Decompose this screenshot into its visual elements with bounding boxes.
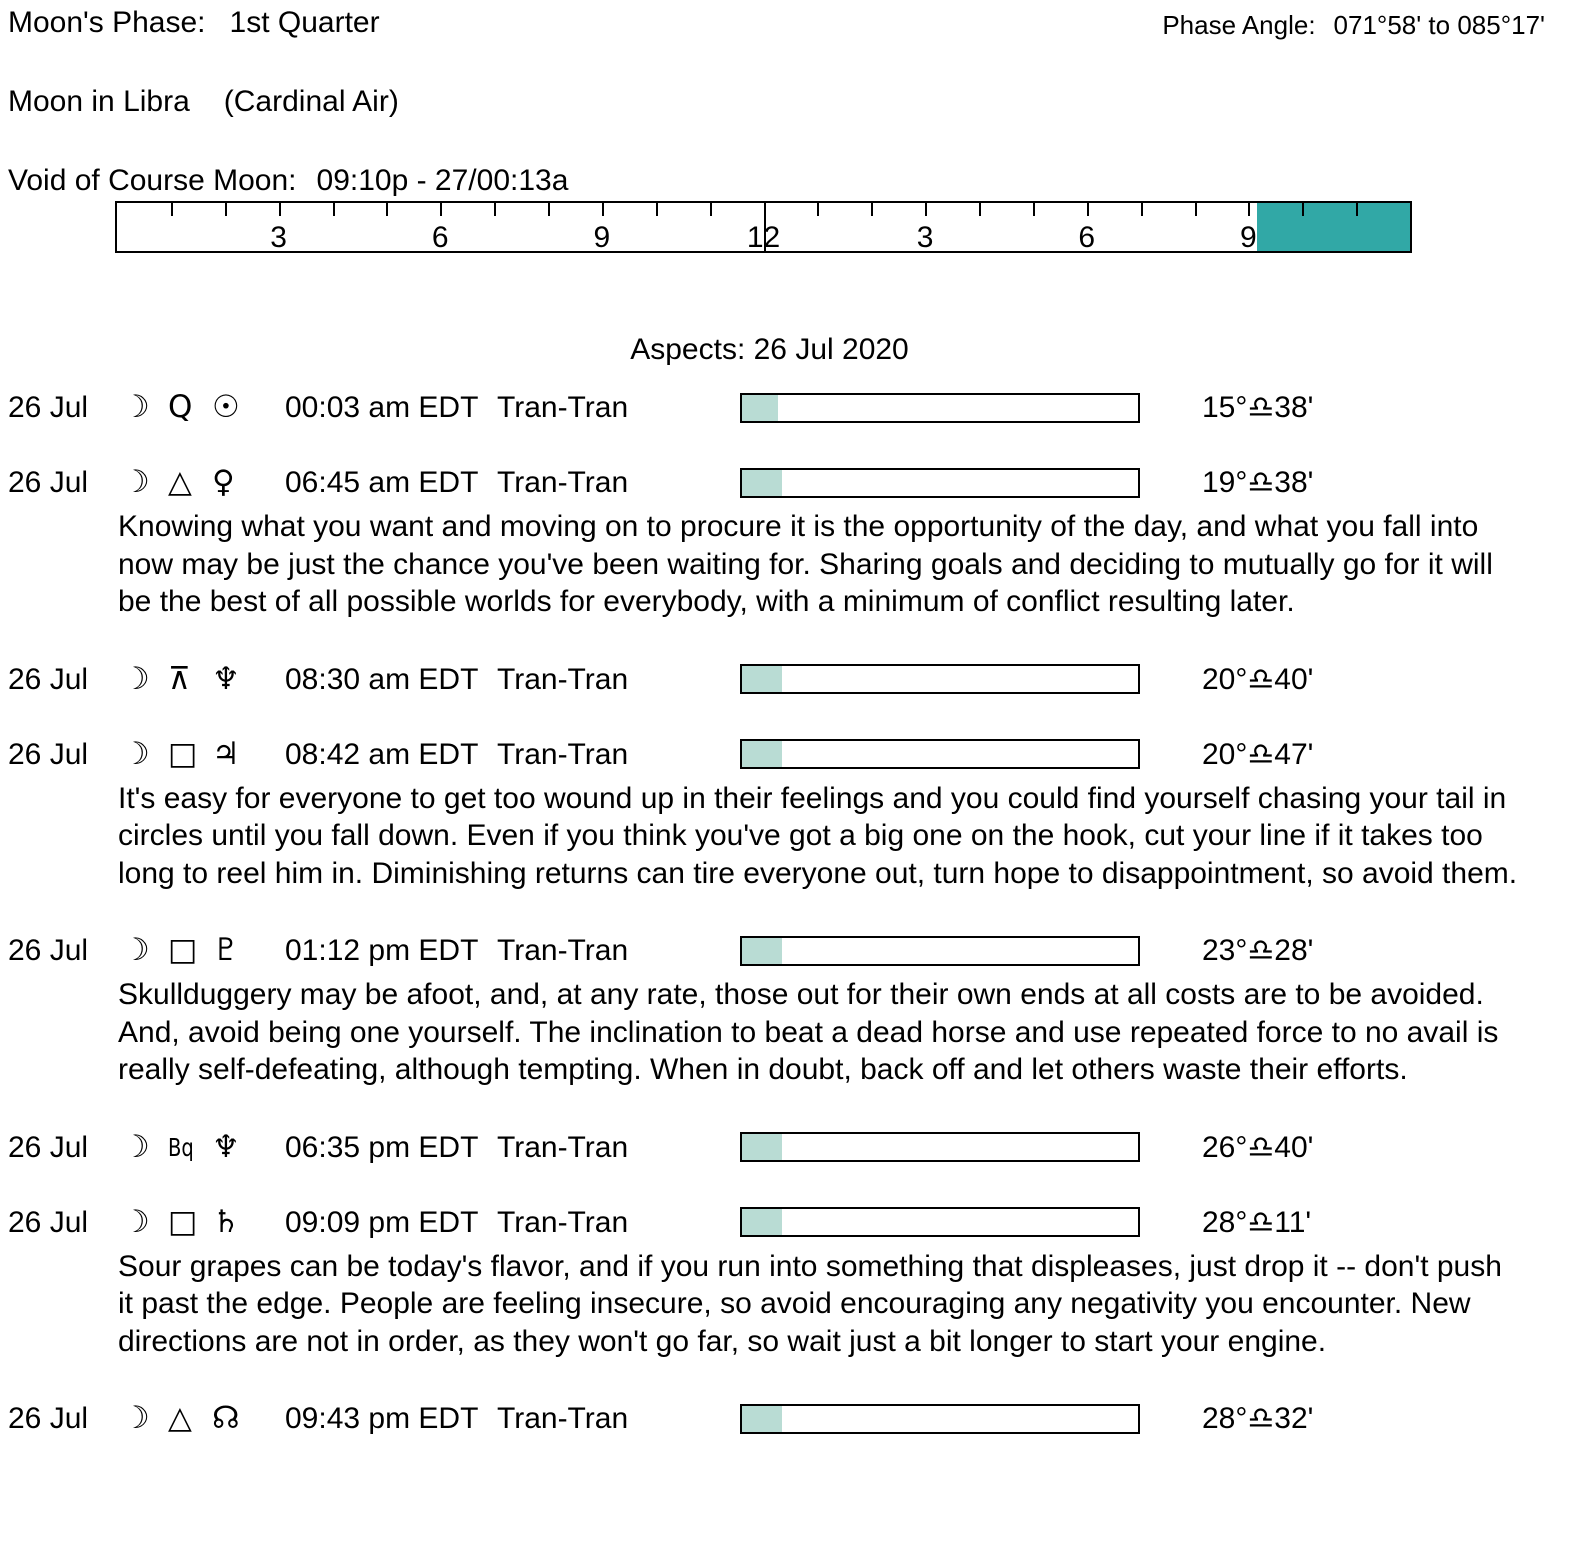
sun-icon: ☉ — [212, 389, 240, 425]
hour-tick — [440, 203, 442, 216]
aspect-icon-biquintile: Bq — [168, 1132, 194, 1162]
hour-tick — [494, 203, 496, 216]
moon-icon: ☽ — [122, 389, 150, 425]
aspects-title: Aspects: 26 Jul 2020 — [630, 333, 909, 366]
moon-icon: ☽ — [122, 1128, 150, 1165]
aspect-progress-fill — [742, 470, 782, 496]
aspect-row — [8, 466, 1585, 499]
void-of-course-value: 09:10p - 27/00:13a — [316, 164, 569, 197]
void-of-course-region — [1257, 203, 1410, 251]
venus-icon: ♀ — [212, 464, 235, 500]
aspect-icon-square: □ — [168, 932, 198, 968]
moon-icon: ☽ — [122, 464, 150, 500]
hour-tick — [1302, 203, 1304, 216]
aspect-description: It's easy for everyone to get too wound up in their feelings and you could find yourself chasing your tail in circles until you fall down. Even if you think you've got a big one on the hook, cut your line if it takes too long to reel him in. Diminishing returns can tire everyone out, turn hope to disappointment, so avoid them. — [118, 781, 1518, 890]
north-node-icon: ☊ — [212, 1400, 240, 1436]
aspect-position: 20°♎40' — [1202, 662, 1314, 696]
moon-icon: ☽ — [122, 932, 150, 968]
aspect-glyph-group — [122, 1402, 285, 1435]
moon-sign-quality: (Cardinal Air) — [223, 85, 399, 118]
moon-sign-value: Moon in Libra — [8, 85, 190, 118]
void-of-course-line — [8, 164, 1585, 198]
hour-tick — [1356, 203, 1358, 216]
aspect-glyph-group — [122, 466, 285, 499]
aspect-time: 09:09 pm EDT — [285, 1205, 479, 1239]
phase-angle-value: 071°58' to 085°17' — [1333, 10, 1545, 40]
aspect-date: 26 Jul — [8, 1130, 89, 1164]
aspect-progress-fill — [742, 1406, 782, 1432]
aspect-time: 00:03 am EDT — [285, 391, 479, 424]
aspect-row — [8, 1203, 1585, 1240]
aspect-type: Tran-Tran — [497, 391, 629, 424]
aspect-progress-bar — [740, 393, 1140, 423]
aspect-position: 28°♎32' — [1202, 1402, 1314, 1435]
aspect-type: Tran-Tran — [497, 1402, 629, 1435]
aspect-position: 20°♎47' — [1202, 737, 1314, 771]
aspect-block — [8, 1402, 1585, 1435]
aspect-row — [8, 1402, 1585, 1435]
aspect-progress-bar — [740, 468, 1140, 498]
aspect-glyph-group — [122, 1203, 285, 1240]
hour-label: 9 — [1240, 221, 1257, 254]
hour-tick — [1033, 203, 1035, 216]
aspect-type: Tran-Tran — [497, 662, 629, 696]
aspect-position: 19°♎38' — [1202, 466, 1314, 499]
aspect-type: Tran-Tran — [497, 466, 629, 499]
aspect-block — [8, 660, 1585, 697]
aspect-description: Knowing what you want and moving on to procure it is the opportunity of the day, and what you fall into now may be just the chance you've been waiting for. Sharing goals and deciding to mutually go for it will be the best of all possible worlds for everybody, with a minimum of conflict resulting later. — [118, 510, 1493, 618]
aspect-glyph-group — [122, 391, 285, 424]
aspect-time: 08:30 am EDT — [285, 662, 479, 696]
moon-sign-line — [8, 85, 1585, 119]
aspects-list — [8, 391, 1585, 1435]
aspect-row — [8, 1128, 1585, 1165]
aspect-icon-trine: △ — [168, 1400, 192, 1436]
aspect-date: 26 Jul — [8, 466, 89, 499]
hour-tick — [171, 203, 173, 216]
aspect-date: 26 Jul — [8, 662, 89, 696]
aspect-progress-fill — [742, 741, 782, 767]
moon-icon: ☽ — [122, 1400, 150, 1436]
jupiter-icon: ♃ — [212, 735, 240, 772]
aspect-icon-quincunx: ⊼ — [168, 660, 191, 697]
hour-tick — [225, 203, 227, 216]
aspect-date: 26 Jul — [8, 1402, 89, 1435]
hour-tick — [979, 203, 981, 216]
aspect-row — [8, 660, 1585, 697]
aspect-time: 06:35 pm EDT — [285, 1130, 479, 1164]
aspect-progress-bar — [740, 936, 1140, 966]
hour-tick — [279, 203, 281, 216]
aspect-progress-bar — [740, 1207, 1140, 1237]
aspect-glyph-group — [122, 660, 285, 697]
hour-label: 3 — [916, 221, 934, 254]
hour-label: 6 — [431, 221, 449, 254]
aspect-type: Tran-Tran — [497, 934, 629, 967]
header-top-line — [8, 6, 1585, 41]
aspect-type: Tran-Tran — [497, 1130, 629, 1164]
aspect-block — [8, 1128, 1585, 1165]
hour-tick — [386, 203, 388, 216]
aspect-block — [8, 466, 1585, 621]
aspect-row — [8, 735, 1585, 772]
neptune-icon: ♆ — [212, 1128, 240, 1165]
hour-tick — [925, 203, 927, 216]
moon-icon: ☽ — [122, 735, 150, 772]
aspect-progress-fill — [742, 666, 782, 692]
moons-phase-line — [8, 6, 380, 40]
hour-tick — [710, 203, 712, 216]
aspect-time: 06:45 am EDT — [285, 466, 479, 499]
hour-tick — [602, 203, 604, 216]
saturn-icon: ♄ — [212, 1203, 240, 1240]
aspect-icon-trine: △ — [168, 464, 192, 500]
aspect-progress-bar — [740, 1132, 1140, 1162]
hour-tick — [1195, 203, 1197, 216]
day-timeline-ruler — [115, 201, 1412, 253]
aspect-glyph-group — [122, 735, 285, 772]
moon-icon: ☽ — [122, 1203, 150, 1240]
aspect-progress-bar — [740, 739, 1140, 769]
moons-phase-value: 1st Quarter — [229, 6, 380, 39]
aspect-row — [8, 934, 1585, 967]
phase-angle-line — [1162, 6, 1545, 41]
hour-tick — [1248, 203, 1250, 216]
moons-phase-label: Moon's Phase: — [8, 6, 206, 39]
phase-angle-label: Phase Angle: — [1162, 10, 1316, 40]
aspect-block — [8, 735, 1585, 893]
aspect-glyph-group — [122, 1128, 285, 1165]
aspect-progress-fill — [742, 938, 782, 964]
hour-tick — [1087, 203, 1089, 216]
pluto-icon: ♇ — [212, 932, 240, 968]
aspect-block — [8, 1203, 1585, 1361]
aspect-row — [8, 391, 1585, 424]
aspect-time: 09:43 pm EDT — [285, 1402, 479, 1435]
aspect-block — [8, 934, 1585, 1089]
aspect-time: 01:12 pm EDT — [285, 934, 479, 967]
aspect-type: Tran-Tran — [497, 1205, 629, 1239]
aspect-progress-bar — [740, 1404, 1140, 1434]
aspect-position: 26°♎40' — [1202, 1130, 1314, 1164]
hour-tick — [817, 203, 819, 216]
aspect-date: 26 Jul — [8, 737, 89, 771]
aspect-progress-fill — [742, 1134, 782, 1160]
aspect-position: 28°♎11' — [1202, 1205, 1312, 1239]
aspect-icon-square: □ — [168, 1203, 198, 1240]
aspect-date: 26 Jul — [8, 934, 89, 967]
aspect-description: Skullduggery may be afoot, and, at any rate, those out for their own ends at all costs are to be avoided. And, avoid being one yourself. The inclination to beat a dead horse and use repeated force to no avail is really self-defeating, although tempting. When in doubt, back off and let others waste their efforts. — [118, 978, 1499, 1086]
aspect-position: 15°♎38' — [1202, 391, 1314, 424]
hour-tick — [871, 203, 873, 216]
hour-tick — [333, 203, 335, 216]
aspect-progress-bar — [740, 664, 1140, 694]
aspect-progress-fill — [742, 1209, 782, 1235]
aspect-date: 26 Jul — [8, 1205, 89, 1239]
aspect-date: 26 Jul — [8, 391, 89, 424]
hour-label: 9 — [593, 221, 611, 254]
hour-label: 12 — [746, 221, 781, 254]
aspect-icon-square: □ — [168, 735, 198, 772]
hour-tick — [656, 203, 658, 216]
aspect-icon-quintile: Q — [168, 389, 193, 425]
aspect-description: Sour grapes can be today's flavor, and if you run into something that displeases, just drop it -- don't push it past the edge. People are feeling insecure, so avoid encouraging any negativity you encounter. New directions are not in order, as they won't go far, so wait just a bit longer to start your engine. — [118, 1249, 1502, 1358]
hour-label: 6 — [1078, 221, 1096, 254]
aspect-progress-fill — [742, 395, 778, 421]
neptune-icon: ♆ — [212, 660, 240, 697]
aspect-time: 08:42 am EDT — [285, 737, 479, 771]
aspect-glyph-group — [122, 934, 285, 967]
aspect-type: Tran-Tran — [497, 737, 629, 771]
void-of-course-label: Void of Course Moon: — [8, 164, 297, 197]
hour-tick — [548, 203, 550, 216]
aspect-position: 23°♎28' — [1202, 934, 1314, 967]
moon-icon: ☽ — [122, 660, 150, 697]
aspect-block — [8, 391, 1585, 424]
hour-label: 3 — [270, 221, 287, 254]
hour-tick — [1141, 203, 1143, 216]
